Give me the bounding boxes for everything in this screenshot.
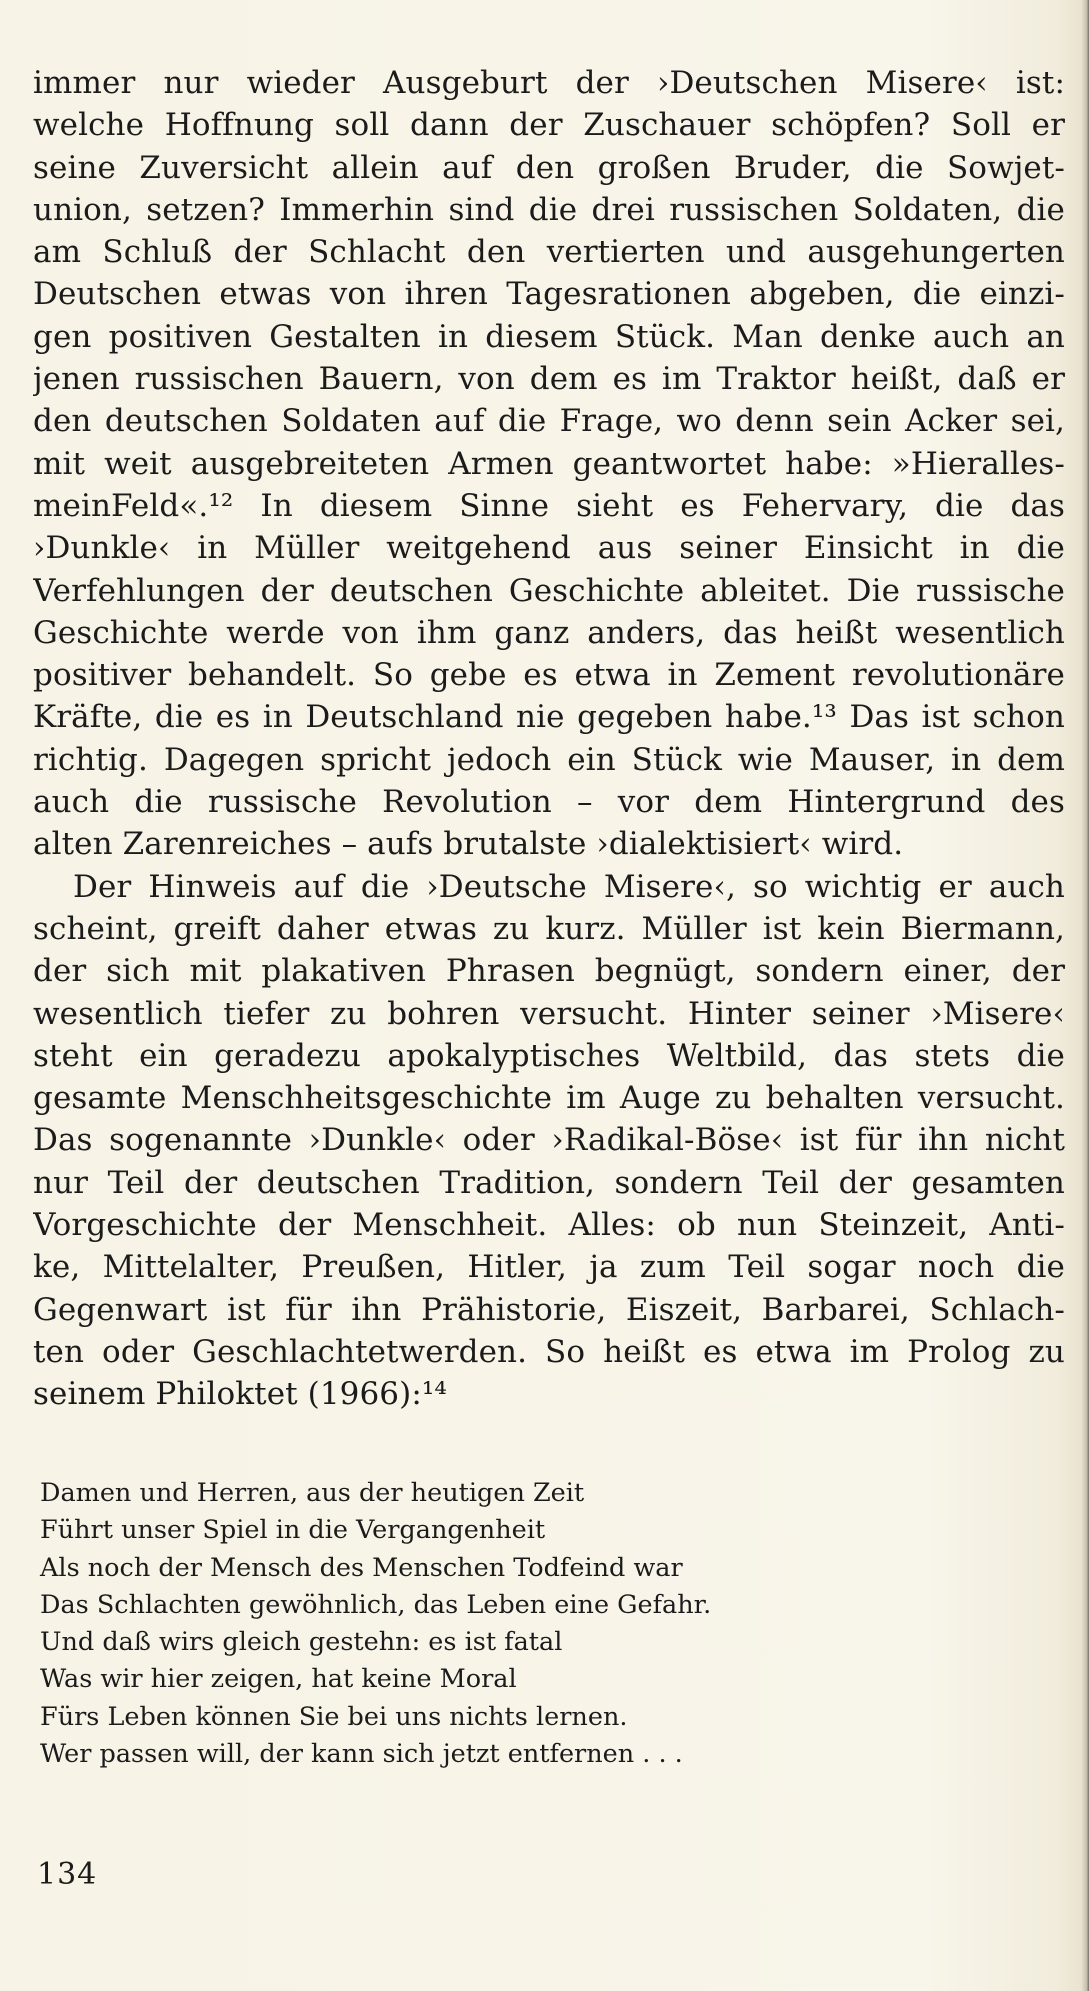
paragraph-line: mit weit ausgebreiteten Armen geantwortet habe: »Hieralles- bbox=[33, 445, 1065, 482]
body-text bbox=[33, 62, 1065, 1416]
paragraph-line: Kräfte, die es in Deutschland nie gegeben habe.¹³ Das ist schon bbox=[33, 699, 1065, 736]
paragraph-line: der sich mit plakativen Phrasen begnügt, sondern einer, der bbox=[33, 953, 1065, 990]
paragraph-line: ten oder Geschlachtetwerden. So heißt es etwa im Prolog zu bbox=[33, 1333, 1065, 1370]
paragraph-line: nur Teil der deutschen Tradition, sondern Teil der gesamten bbox=[33, 1164, 1065, 1201]
paragraph-line: scheint, greift daher etwas zu kurz. Müller ist kein Biermann, bbox=[33, 910, 1065, 947]
verse-line: Führt unser Spiel in die Vergangenheit bbox=[40, 1515, 546, 1546]
paragraph-line: richtig. Dagegen spricht jedoch ein Stück wie Mauser, in dem bbox=[33, 741, 1065, 778]
paragraph-line: meinFeld«.¹² In diesem Sinne sieht es Fehervary, die das bbox=[33, 487, 1065, 524]
paragraph-line: ke, Mittelalter, Preußen, Hitler, ja zum Teil sogar noch die bbox=[33, 1249, 1065, 1286]
paragraph-line: Geschichte werde von ihm ganz anders, das heißt wesentlich bbox=[33, 614, 1065, 651]
paragraph-line: Vorgeschichte der Menschheit. Alles: ob nun Steinzeit, Anti- bbox=[33, 1207, 1065, 1244]
paragraph-line: positiver behandelt. So gebe es etwa in Zement revolutionäre bbox=[33, 657, 1065, 694]
paragraph-line: alten Zarenreiches – aufs brutalste ›dialektisiert‹ wird. bbox=[33, 826, 904, 863]
paragraph-line: jenen russischen Bauern, von dem es im Traktor heißt, daß er bbox=[33, 361, 1065, 398]
verse-quote bbox=[40, 1475, 1040, 1773]
paragraph-line: Der Hinweis auf die ›Deutsche Misere‹, so wichtig er auch bbox=[73, 868, 1065, 905]
paragraph-line: Verfehlungen der deutschen Geschichte ableitet. Die russische bbox=[33, 572, 1065, 609]
paragraph-line: Gegenwart ist für ihn Prähistorie, Eiszeit, Barbarei, Schlach- bbox=[33, 1291, 1065, 1328]
paragraph-line: Deutschen etwas von ihren Tagesrationen abgeben, die einzi- bbox=[33, 276, 1065, 313]
paragraph-line: gesamte Menschheitsgeschichte im Auge zu behalten versucht. bbox=[33, 1080, 1065, 1117]
page-number: 134 bbox=[37, 1857, 98, 1892]
verse-line: Fürs Leben können Sie bei uns nichts lernen. bbox=[40, 1701, 628, 1732]
verse-line: Das Schlachten gewöhnlich, das Leben eine Gefahr. bbox=[40, 1589, 712, 1620]
paragraph-line: steht ein geradezu apokalyptisches Weltbild, das stets die bbox=[33, 1037, 1065, 1074]
verse-line: Was wir hier zeigen, hat keine Moral bbox=[40, 1664, 517, 1695]
paragraph-line: union, setzen? Immerhin sind die drei russischen Soldaten, die bbox=[33, 191, 1065, 228]
verse-line: Und daß wirs gleich gestehn: es ist fatal bbox=[40, 1627, 563, 1658]
paragraph-line: ›Dunkle‹ in Müller weitgehend aus seiner Einsicht in die bbox=[33, 530, 1065, 567]
paragraph-line: wesentlich tiefer zu bohren versucht. Hinter seiner ›Misere‹ bbox=[33, 995, 1065, 1032]
paragraph-line: immer nur wieder Ausgeburt der ›Deutschen Misere‹ ist: bbox=[33, 65, 1065, 101]
verse-line: Damen und Herren, aus der heutigen Zeit bbox=[40, 1478, 585, 1508]
paragraph-line: auch die russische Revolution – vor dem Hintergrund des bbox=[33, 784, 1065, 821]
verse-line: Wer passen will, der kann sich jetzt entfernen . . . bbox=[40, 1739, 683, 1770]
page-edge bbox=[1081, 0, 1089, 1991]
paragraph-line: gen positiven Gestalten in diesem Stück. Man denke auch an bbox=[33, 318, 1065, 355]
paragraph-line: seine Zuversicht allein auf den großen Bruder, die Sowjet- bbox=[33, 149, 1065, 186]
paragraph-line: am Schluß der Schlacht den vertierten und ausgehungerten bbox=[33, 234, 1065, 271]
paragraph-line: welche Hoffnung soll dann der Zuschauer schöpfen? Soll er bbox=[33, 107, 1065, 144]
paragraph-line: Das sogenannte ›Dunkle‹ oder ›Radikal-Böse‹ ist für ihn nicht bbox=[33, 1122, 1065, 1159]
paragraph-line: den deutschen Soldaten auf die Frage, wo denn sein Acker sei, bbox=[33, 403, 1065, 440]
paragraph-line: seinem Philoktet (1966):¹⁴ bbox=[33, 1376, 447, 1413]
verse-line: Als noch der Mensch des Menschen Todfeind war bbox=[40, 1552, 683, 1583]
